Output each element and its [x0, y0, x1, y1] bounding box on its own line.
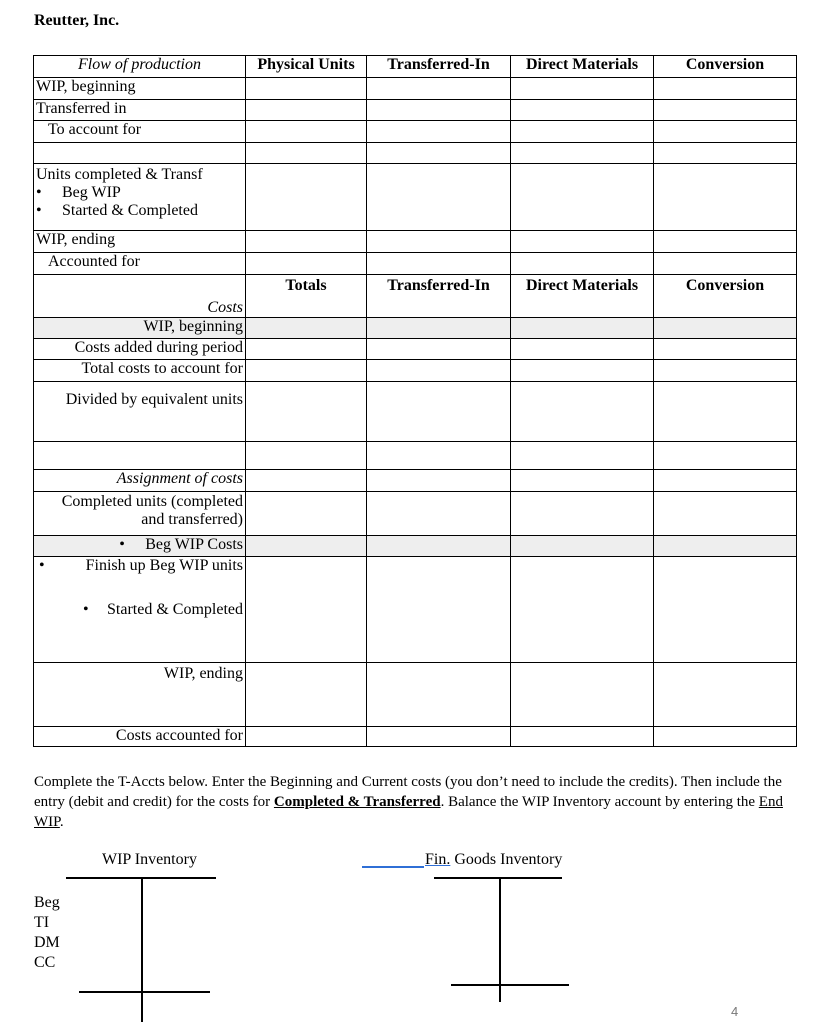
transferred-in-header: Transferred-In: [367, 275, 511, 318]
t-account-row-labels: [34, 893, 60, 973]
input-cell[interactable]: [511, 470, 654, 492]
dm-label: DM: [34, 934, 60, 951]
input-cell[interactable]: [654, 470, 797, 492]
input-cell[interactable]: [511, 536, 654, 557]
row-label-beg-wip-costs: [34, 536, 246, 557]
input-cell[interactable]: [246, 470, 367, 492]
units-completed-label: Units completed & Transf: [36, 166, 203, 183]
fg-blue-underline: [362, 866, 424, 868]
document-title: Reutter, Inc.: [34, 12, 120, 29]
started-completed-costs-label: Started & Completed: [107, 601, 243, 618]
input-cell[interactable]: [367, 339, 511, 360]
beg-wip-costs-label: Beg WIP Costs: [145, 536, 243, 553]
row-label-wip-ending: WIP, ending: [34, 231, 246, 253]
input-cell[interactable]: [367, 100, 511, 121]
input-cell[interactable]: [367, 143, 511, 164]
input-cell[interactable]: [367, 492, 511, 536]
input-cell[interactable]: [246, 253, 367, 275]
input-cell[interactable]: [511, 663, 654, 727]
input-cell[interactable]: [367, 231, 511, 253]
row-label-divided-by-eu: Divided by equivalent units: [34, 382, 246, 442]
input-cell[interactable]: [654, 492, 797, 536]
input-cell[interactable]: [246, 121, 367, 143]
input-cell[interactable]: [654, 121, 797, 143]
row-label-wip-beginning-costs: WIP, beginning: [34, 318, 246, 339]
input-cell[interactable]: [246, 382, 367, 442]
input-cell[interactable]: [246, 536, 367, 557]
input-cell[interactable]: [511, 253, 654, 275]
input-cell[interactable]: [367, 536, 511, 557]
costs-table: [33, 274, 797, 747]
input-cell[interactable]: [511, 164, 654, 231]
row-label-assignment-of-costs: Assignment of costs: [34, 470, 246, 492]
input-cell[interactable]: [246, 143, 367, 164]
instructions-part1: Complete the T-Accts below. Enter the Beginning and Current costs (you don’t need to include the credits). Then include the entry (debit and credit) for the costs for: [34, 774, 782, 810]
conversion-header: Conversion: [654, 56, 797, 78]
row-label-transferred-in: Transferred in: [34, 100, 246, 121]
input-cell[interactable]: [654, 164, 797, 231]
bullet-icon: •: [83, 601, 89, 618]
input-cell[interactable]: [654, 339, 797, 360]
input-cell[interactable]: [654, 382, 797, 442]
input-cell[interactable]: [654, 360, 797, 382]
input-cell[interactable]: [246, 100, 367, 121]
row-label-wip-ending-costs: WIP, ending: [34, 663, 246, 727]
input-cell[interactable]: [654, 727, 797, 747]
input-cell[interactable]: [654, 143, 797, 164]
row-label-finish-and-started: [34, 557, 246, 663]
fg-title-abbr: Fin.: [425, 851, 451, 868]
direct-materials-header: Direct Materials: [511, 56, 654, 78]
direct-materials-header: Direct Materials: [511, 275, 654, 318]
bullet-icon: •: [36, 184, 42, 201]
input-cell[interactable]: [654, 536, 797, 557]
input-cell[interactable]: [367, 121, 511, 143]
input-cell[interactable]: [654, 442, 797, 470]
page-number: 4: [731, 1004, 739, 1019]
input-cell[interactable]: [367, 253, 511, 275]
bullet-icon: •: [36, 202, 42, 219]
row-label-costs-accounted-for: Costs accounted for: [34, 727, 246, 747]
ti-label: TI: [34, 914, 50, 931]
fg-title-rest: Goods Inventory: [450, 851, 563, 868]
input-cell[interactable]: [511, 318, 654, 339]
input-cell[interactable]: [246, 231, 367, 253]
input-cell[interactable]: [511, 360, 654, 382]
input-cell[interactable]: [246, 318, 367, 339]
input-cell[interactable]: [246, 78, 367, 100]
input-cell[interactable]: [511, 382, 654, 442]
completed-units-line2: and transferred): [141, 511, 243, 528]
input-cell[interactable]: [367, 727, 511, 747]
conversion-header: Conversion: [654, 275, 797, 318]
wip-t-account-center-line: [141, 877, 143, 1022]
beg-wip-label: Beg WIP: [62, 184, 121, 201]
input-cell[interactable]: [511, 442, 654, 470]
instructions-part2: . Balance the WIP Inventory account by entering the: [440, 794, 759, 810]
input-cell[interactable]: [511, 492, 654, 536]
input-cell[interactable]: [246, 492, 367, 536]
bullet-icon: •: [39, 557, 45, 574]
input-cell[interactable]: [511, 231, 654, 253]
cc-label: CC: [34, 954, 56, 971]
input-cell[interactable]: [246, 442, 367, 470]
input-cell[interactable]: [367, 78, 511, 100]
instructions-part3: .: [59, 814, 64, 830]
input-cell[interactable]: [511, 727, 654, 747]
spacer-cell: [34, 143, 246, 164]
input-cell[interactable]: [511, 100, 654, 121]
started-completed-label: Started & Completed: [62, 202, 198, 219]
input-cell[interactable]: [511, 557, 654, 663]
row-label-units-completed: [34, 164, 246, 231]
fg-t-account-top-line: [434, 877, 562, 879]
wip-inventory-title: WIP Inventory: [102, 851, 197, 868]
input-cell[interactable]: [246, 663, 367, 727]
instructions-paragraph: [34, 772, 794, 832]
wip-t-account-balance-line: [79, 991, 210, 993]
input-cell[interactable]: [367, 164, 511, 231]
input-cell[interactable]: [246, 164, 367, 231]
finish-up-label: Finish up Beg WIP units: [85, 557, 243, 574]
input-cell[interactable]: [367, 663, 511, 727]
finished-goods-title: [425, 851, 562, 869]
physical-units-header: Physical Units: [246, 56, 367, 78]
flow-of-production-header: Flow of production: [34, 56, 246, 78]
spacer-cell: [34, 442, 246, 470]
input-cell[interactable]: [654, 318, 797, 339]
input-cell[interactable]: [367, 360, 511, 382]
input-cell[interactable]: [654, 78, 797, 100]
fg-t-account-balance-line: [451, 984, 569, 986]
input-cell[interactable]: [511, 339, 654, 360]
beg-label: Beg: [34, 894, 60, 911]
input-cell[interactable]: [367, 318, 511, 339]
input-cell[interactable]: [246, 727, 367, 747]
input-cell[interactable]: [367, 470, 511, 492]
input-cell[interactable]: [367, 557, 511, 663]
input-cell[interactable]: [654, 663, 797, 727]
input-cell[interactable]: [654, 253, 797, 275]
row-label-accounted-for: Accounted for: [34, 253, 246, 275]
input-cell[interactable]: [367, 382, 511, 442]
input-cell[interactable]: [246, 557, 367, 663]
input-cell[interactable]: [654, 231, 797, 253]
input-cell[interactable]: [654, 557, 797, 663]
input-cell[interactable]: [654, 100, 797, 121]
input-cell[interactable]: [246, 339, 367, 360]
completed-units-line1: Completed units (completed: [61, 493, 243, 510]
input-cell[interactable]: [367, 442, 511, 470]
units-table: [33, 55, 797, 275]
transferred-in-header: Transferred-In: [367, 56, 511, 78]
input-cell[interactable]: [511, 78, 654, 100]
input-cell[interactable]: [246, 360, 367, 382]
totals-header: Totals: [246, 275, 367, 318]
input-cell[interactable]: [511, 121, 654, 143]
costs-header-label: Costs: [34, 275, 246, 318]
row-label-wip-beginning: WIP, beginning: [34, 78, 246, 100]
row-label-completed-units: [34, 492, 246, 536]
bullet-icon: •: [119, 536, 125, 553]
instructions-underlined-term: End WIP: [34, 794, 783, 830]
row-label-to-account-for: To account for: [34, 121, 246, 143]
instructions-bold-term: Completed & Transferred: [273, 794, 441, 810]
input-cell[interactable]: [511, 143, 654, 164]
row-label-total-costs: Total costs to account for: [34, 360, 246, 382]
row-label-costs-added: Costs added during period: [34, 339, 246, 360]
